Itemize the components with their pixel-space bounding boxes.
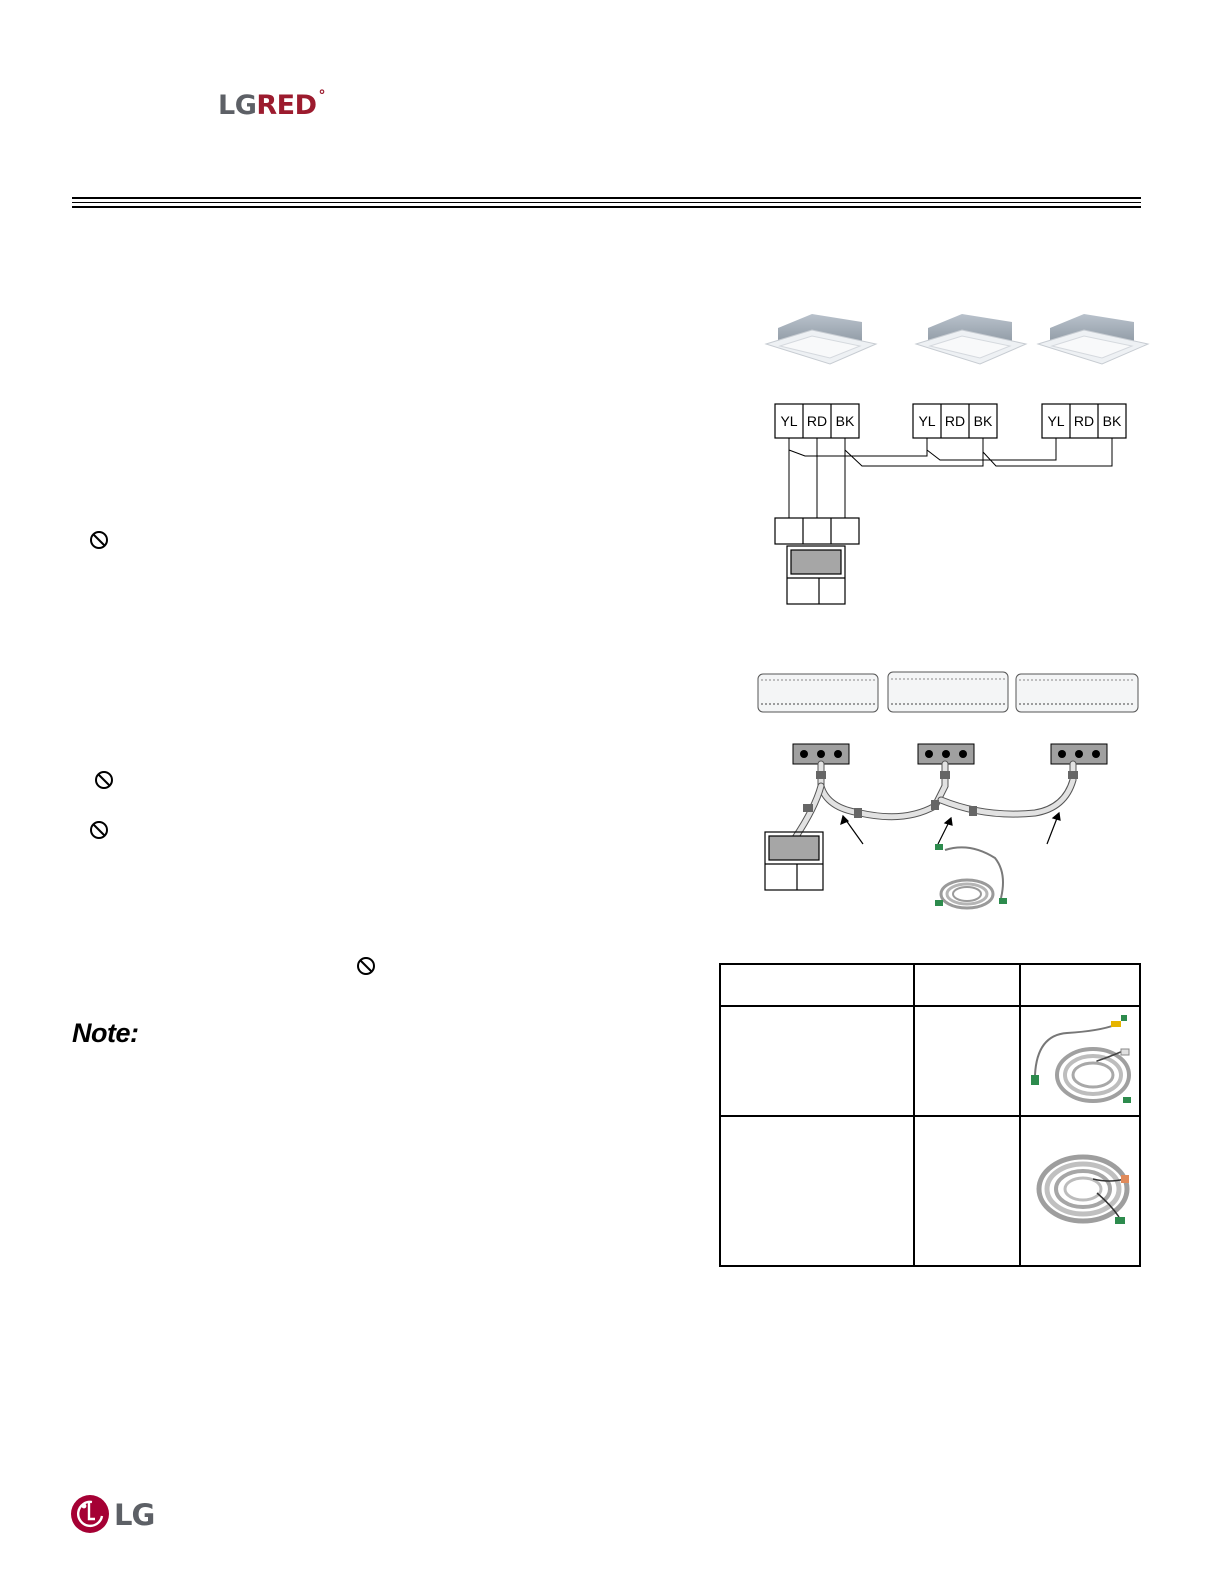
wall-unit-icon xyxy=(1016,674,1138,712)
cable-harness-with-branch-icon xyxy=(1027,1013,1137,1113)
terminal-label-yl: YL xyxy=(1047,413,1065,429)
terminal-label-rd: RD xyxy=(944,413,966,429)
terminal-label-rd: RD xyxy=(806,413,828,429)
brand-degree-mark: ° xyxy=(318,88,326,104)
footer-logo-text: LG xyxy=(114,1498,155,1532)
header-rule-top xyxy=(72,197,1141,199)
brand-logo xyxy=(218,88,325,121)
header-rule-middle xyxy=(72,202,1141,203)
wiring-diagram-wall-units xyxy=(755,668,1145,918)
terminal-label-yl: YL xyxy=(918,413,936,429)
brand-red-text: RED xyxy=(256,90,317,121)
cable-table xyxy=(719,963,1141,1267)
terminal-label-bk: BK xyxy=(835,413,855,429)
table-row-divider xyxy=(721,1005,1139,1007)
lg-face-logo-icon xyxy=(70,1494,110,1534)
terminal-label-bk: BK xyxy=(973,413,993,429)
cassette-unit-icon xyxy=(916,314,1026,364)
prohibition-icon xyxy=(89,820,109,840)
brand-lg-text: LG xyxy=(218,90,257,121)
header-rule-bottom xyxy=(72,206,1141,208)
terminal-label-bk: BK xyxy=(1102,413,1122,429)
wiring-diagram-cassettes xyxy=(750,300,1150,610)
terminal-label-yl: YL xyxy=(780,413,798,429)
terminal-label-rd: RD xyxy=(1073,413,1095,429)
note-heading: Note: xyxy=(72,1018,139,1048)
cable-coil-icon xyxy=(935,844,1007,908)
cassette-unit-icon xyxy=(766,314,876,364)
extension-cable-coil-icon xyxy=(1027,1133,1137,1243)
table-row-divider xyxy=(721,1115,1139,1117)
prohibition-icon xyxy=(94,770,114,790)
cassette-unit-icon xyxy=(1038,314,1148,364)
prohibition-icon xyxy=(356,956,376,976)
wall-unit-icon xyxy=(758,674,878,712)
wall-unit-icon xyxy=(888,672,1008,712)
prohibition-icon xyxy=(89,530,109,550)
